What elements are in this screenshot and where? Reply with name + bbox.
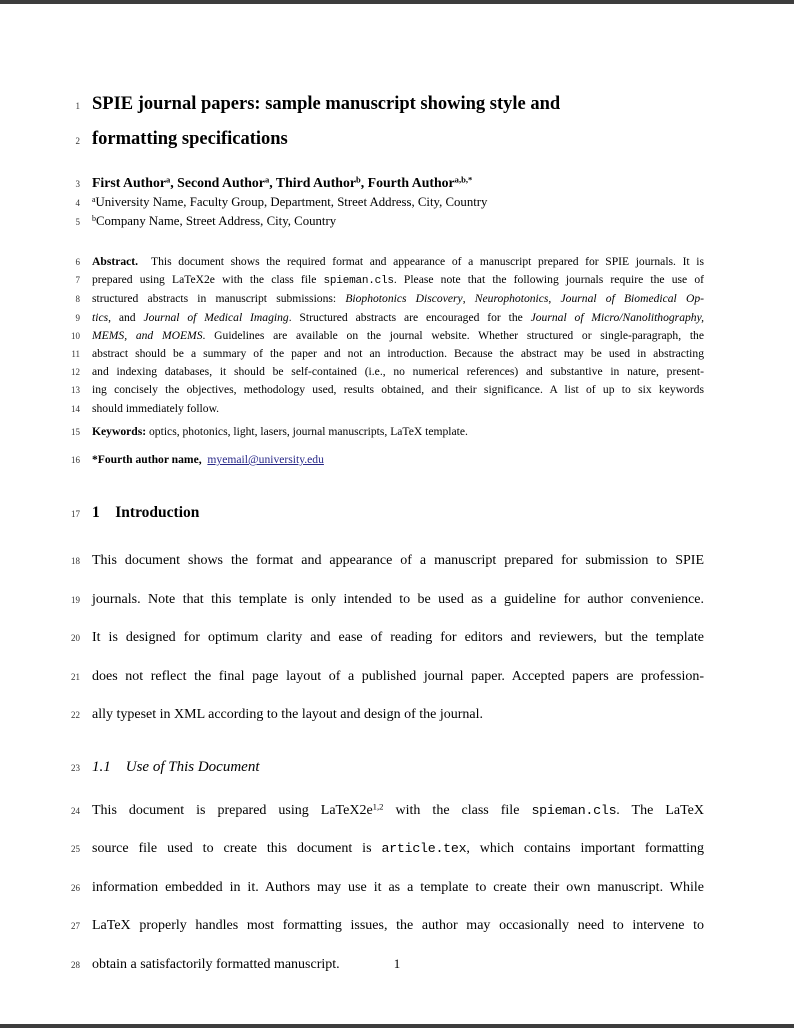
email-link[interactable]: myemail@university.edu bbox=[207, 453, 324, 467]
text-segment: . The LaTeX bbox=[616, 802, 704, 818]
text-segment: a bbox=[264, 174, 270, 185]
text-segment: SPIE journal papers: sample manuscript showing style and bbox=[92, 94, 561, 114]
subsection-heading-use-of-this-document bbox=[71, 756, 704, 779]
line-number: 5 bbox=[75, 216, 80, 227]
text-segment: . Guidelines are available on the journal website. Whether structured or single-paragraph, the bbox=[202, 328, 704, 342]
manuscript-line bbox=[75, 194, 704, 213]
corresponding-author-block bbox=[71, 451, 704, 469]
text-segment: with the class file bbox=[383, 802, 532, 818]
text-segment: Biophotonics Discovery bbox=[345, 292, 463, 306]
line-text bbox=[92, 423, 704, 440]
text-segment: This document shows the format and appearance of a manuscript prepared for submission to SPIE bbox=[92, 553, 704, 569]
line-text bbox=[92, 451, 704, 468]
line-text bbox=[92, 271, 704, 290]
text-segment: a bbox=[92, 195, 96, 205]
line-number: 18 bbox=[71, 556, 80, 567]
manuscript-line bbox=[71, 327, 704, 345]
manuscript-line bbox=[75, 309, 704, 327]
text-segment: This document is prepared using LaTeX2e bbox=[92, 802, 373, 818]
manuscript-line bbox=[71, 619, 704, 658]
text-segment: University Name, Faculty Group, Department, Street Address, City, Country bbox=[95, 195, 488, 209]
introduction-paragraph bbox=[71, 542, 704, 735]
line-text bbox=[92, 290, 704, 307]
title-block bbox=[75, 88, 704, 158]
text-segment: article.tex bbox=[381, 841, 467, 857]
manuscript-line bbox=[71, 756, 704, 779]
text-segment: source file used to create this document is bbox=[92, 841, 382, 857]
text-segment: Journal of Biomedical Op- bbox=[560, 292, 704, 306]
text-segment: , and bbox=[108, 310, 144, 324]
line-number: 9 bbox=[75, 312, 80, 323]
line-text bbox=[92, 363, 704, 380]
line-number: 23 bbox=[71, 762, 80, 773]
line-text bbox=[92, 696, 704, 734]
text-segment: , bbox=[462, 292, 475, 306]
manuscript-line bbox=[71, 423, 704, 441]
text-segment: formatting specifications bbox=[92, 129, 288, 149]
text-segment: Keywords: bbox=[92, 424, 147, 438]
manuscript-line bbox=[75, 253, 704, 271]
text-segment: 1.1 Use of This Document bbox=[92, 758, 260, 775]
manuscript-line bbox=[71, 542, 704, 581]
page-number: 1 bbox=[393, 956, 401, 971]
text-segment: does not reflect the final page layout of a published journal paper. Accepted papers are profession- bbox=[92, 668, 704, 684]
line-text bbox=[92, 88, 704, 121]
line-number: 13 bbox=[71, 385, 80, 396]
manuscript-line bbox=[75, 290, 704, 308]
line-text bbox=[92, 756, 704, 778]
text-segment: 1 Introduction bbox=[92, 504, 200, 522]
text-segment: *Fourth author name, bbox=[92, 453, 208, 467]
manuscript-line bbox=[71, 792, 704, 831]
line-number: 25 bbox=[71, 844, 80, 855]
line-text bbox=[92, 381, 704, 398]
line-number: 11 bbox=[71, 349, 80, 360]
abstract-block bbox=[71, 253, 704, 418]
manuscript-line bbox=[71, 869, 704, 908]
line-number: 27 bbox=[71, 921, 80, 932]
keywords-block bbox=[71, 423, 704, 441]
text-segment: spieman.cls bbox=[323, 275, 394, 288]
manuscript-line bbox=[75, 88, 704, 123]
text-segment: , Fourth Author bbox=[360, 175, 455, 190]
text-segment: LaTeX properly handles most formatting issues, the author may occasionally need to intervene to bbox=[92, 918, 704, 934]
line-text bbox=[92, 869, 704, 907]
manuscript-line bbox=[71, 696, 704, 735]
text-segment: b bbox=[356, 174, 361, 185]
manuscript-line bbox=[75, 271, 704, 290]
text-segment: Journal of Medical Imaging bbox=[143, 310, 289, 324]
text-segment: . Structured abstracts are encouraged for the bbox=[288, 310, 531, 324]
text-segment: ing concisely the objectives, methodology used, results obtained, and their significance. A list of up to six keywords bbox=[92, 383, 704, 397]
line-text bbox=[92, 658, 704, 696]
line-text bbox=[92, 213, 704, 231]
line-text bbox=[92, 194, 704, 212]
line-text bbox=[92, 253, 704, 270]
text-segment: Journal of Micro/Nanolithography, bbox=[530, 310, 704, 324]
text-segment: journals. Note that this template is only intended to be used as a guideline for author convenience. bbox=[92, 591, 704, 607]
line-text bbox=[92, 345, 704, 362]
line-number: 6 bbox=[75, 257, 80, 267]
line-text bbox=[92, 309, 704, 326]
text-segment: a bbox=[165, 174, 171, 185]
line-number: 10 bbox=[71, 330, 80, 341]
line-number: 4 bbox=[75, 198, 80, 208]
manuscript-line bbox=[71, 363, 704, 381]
line-number: 12 bbox=[71, 367, 80, 378]
text-segment: tics bbox=[92, 310, 109, 324]
text-segment: , which contains important formatting bbox=[466, 841, 704, 857]
line-text bbox=[92, 619, 704, 657]
text-segment: ally typeset in XML according to the layout and design of the journal. bbox=[92, 707, 483, 723]
line-number: 26 bbox=[71, 882, 80, 893]
page-boundary-bottom bbox=[0, 1024, 794, 1028]
line-number: 14 bbox=[71, 403, 80, 414]
text-segment: optics, photonics, light, lasers, journal manuscripts, LaTeX template. bbox=[146, 424, 468, 438]
text-segment: a,b,* bbox=[454, 174, 473, 185]
line-number: 2 bbox=[75, 136, 80, 146]
text-segment: It is designed for optimum clarity and ease of reading for editors and reviewers, but the template bbox=[92, 630, 704, 646]
text-segment: , Second Author bbox=[170, 175, 265, 190]
text-segment: should immediately follow. bbox=[92, 401, 220, 415]
line-number: 17 bbox=[71, 509, 80, 520]
manuscript-line bbox=[71, 658, 704, 697]
text-segment: Abstract. bbox=[92, 255, 139, 268]
line-text bbox=[92, 173, 704, 193]
text-segment: , Third Author bbox=[269, 175, 356, 190]
manuscript-line bbox=[71, 381, 704, 399]
text-segment: and indexing databases, it should be self-contained (i.e., no numerical references) and substantive in nature, present- bbox=[92, 365, 704, 379]
line-number: 15 bbox=[71, 426, 80, 437]
line-text bbox=[92, 502, 704, 524]
text-segment: , bbox=[548, 292, 561, 306]
text-segment: prepared using LaTeX2e with the class file bbox=[92, 273, 324, 287]
text-segment: spieman.cls bbox=[531, 802, 617, 818]
line-text bbox=[92, 907, 704, 945]
manuscript-line bbox=[71, 451, 704, 469]
manuscript-line bbox=[71, 907, 704, 946]
line-number: 20 bbox=[71, 633, 80, 644]
manuscript-line bbox=[75, 123, 704, 158]
line-number: 22 bbox=[71, 710, 80, 721]
manuscript-line bbox=[71, 581, 704, 620]
line-number: 28 bbox=[71, 959, 80, 970]
text-segment: 1,2 bbox=[372, 801, 384, 812]
line-number: 8 bbox=[75, 294, 80, 305]
line-text bbox=[92, 581, 704, 619]
text-segment: Neurophotonics bbox=[474, 292, 549, 306]
manuscript-line bbox=[71, 502, 704, 525]
authors-affiliations-block bbox=[75, 173, 704, 231]
line-text bbox=[92, 792, 704, 830]
text-segment: First Author bbox=[92, 175, 166, 190]
manuscript-line bbox=[71, 400, 704, 418]
line-text bbox=[92, 123, 704, 156]
line-number: 7 bbox=[75, 275, 80, 286]
line-text bbox=[92, 542, 704, 580]
line-text bbox=[92, 400, 704, 417]
line-number: 1 bbox=[75, 101, 80, 111]
line-number: 16 bbox=[71, 455, 80, 466]
text-segment: This document shows the required format and appearance of a manuscript prepared for SPIE journals. It is bbox=[138, 255, 704, 268]
line-text bbox=[92, 327, 704, 344]
text-segment: structured abstracts in manuscript submissions: bbox=[92, 292, 346, 306]
text-segment: MEMS, and MOEMS bbox=[92, 328, 203, 342]
line-number: 3 bbox=[75, 179, 80, 189]
line-number: 19 bbox=[71, 594, 80, 605]
text-segment: b bbox=[92, 213, 96, 223]
line-number: 24 bbox=[71, 805, 80, 816]
text-segment: abstract should be a summary of the paper and not an introduction. Because the abstract may be used in abstracting bbox=[92, 347, 704, 361]
manuscript-line bbox=[71, 830, 704, 869]
manuscript-line bbox=[75, 173, 704, 194]
text-segment: . Please note that the following journals require the use of bbox=[393, 273, 704, 287]
line-number: 21 bbox=[71, 671, 80, 682]
manuscript-line bbox=[71, 345, 704, 363]
line-text bbox=[92, 830, 704, 868]
manuscript-body bbox=[71, 0, 704, 984]
text-segment: obtain a satisfactorily formatted manuscript. bbox=[92, 956, 340, 972]
text-segment: Company Name, Street Address, City, Country bbox=[95, 213, 337, 228]
text-segment: information embedded in it. Authors may use it as a template to create their own manuscript. While bbox=[92, 879, 704, 895]
manuscript-line bbox=[75, 213, 704, 232]
section-heading-introduction bbox=[71, 502, 704, 525]
